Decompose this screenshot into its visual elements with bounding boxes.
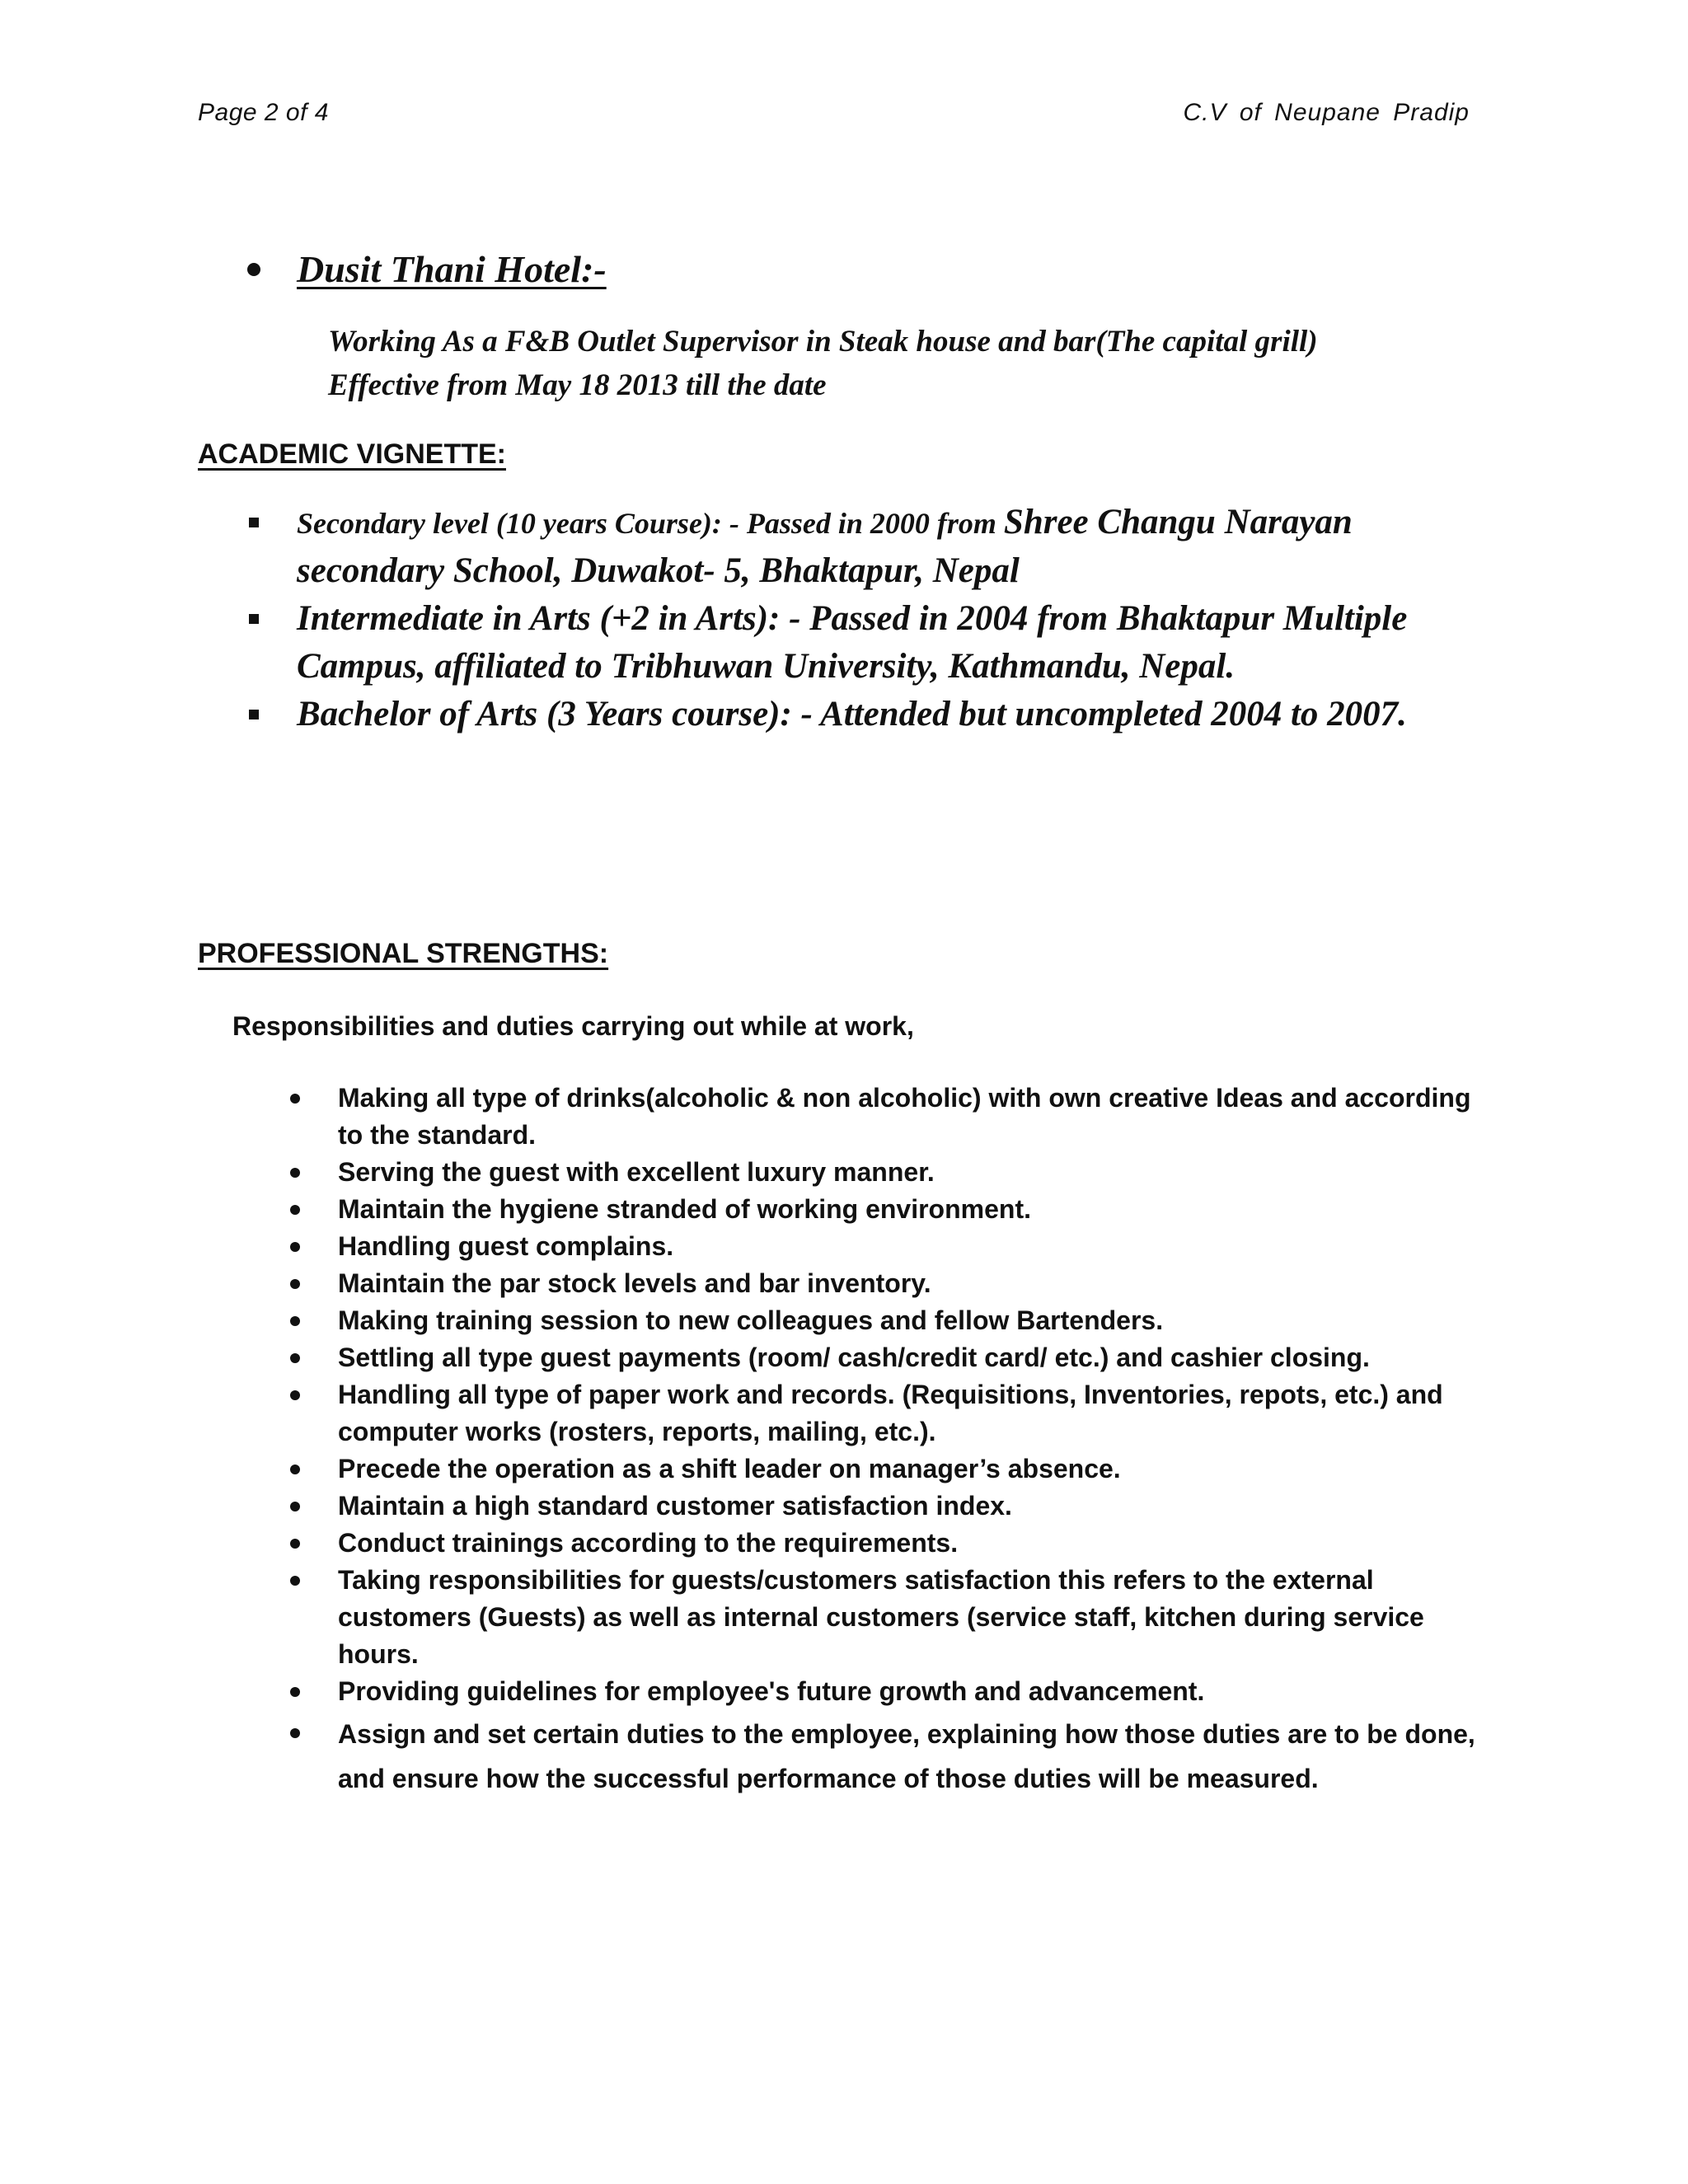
duty-item [288,1673,1475,1710]
duty-item [288,1191,1475,1228]
academic-list [247,499,1467,738]
square-bullet-icon [249,518,259,527]
duty-item [288,1265,1475,1302]
position-text: Working As a F&B Outlet Supervisor in Steak house and bar(The capital grill) [328,325,1318,359]
duty-item [288,1228,1475,1265]
bullet-icon [290,1094,300,1104]
academic-heading: ACADEMIC VIGNETTE: [198,438,506,470]
hotel-name: Dusit Thani Hotel:- [297,248,607,290]
duty-text: Assign and set certain duties to the employee, explaining how those duties are to be done, and ensure how the successful performance of those duties will be measured. [338,1719,1475,1793]
bullet-icon [290,1316,300,1326]
duty-text: Making training session to new colleagues and fellow Bartenders. [338,1305,1164,1335]
duty-text: Conduct trainings according to the requirements. [338,1528,959,1558]
bullet-icon [290,1728,300,1738]
academic-item-text: Intermediate in Arts (+2 in Arts): - Passed in 2004 from Bhaktapur Multiple Campus, affiliated to Tribhuwan University, Kathmandu, Nepal. [297,599,1408,686]
duties-list [288,1080,1475,1801]
bullet-icon [290,1279,300,1289]
academic-item-prefix: Secondary level (10 years Course): - Passed in 2000 from [297,507,1004,540]
duty-item [288,1525,1475,1562]
duty-item [288,1451,1475,1488]
duty-text: Handling guest complains. [338,1231,674,1261]
academic-item [247,691,1467,738]
bullet-icon [290,1168,300,1178]
duty-item [288,1080,1475,1154]
academic-item [247,499,1467,595]
duty-text: Maintain a high standard customer satisfaction index. [338,1491,1012,1521]
duty-text: Maintain the hygiene stranded of working environment. [338,1194,1031,1224]
bullet-icon [290,1465,300,1474]
duty-item [288,1339,1475,1376]
duty-text: Handling all type of paper work and records. (Requisitions, Inventories, repots, etc.) and computer works (rosters, reports, mailing, etc.). [338,1380,1443,1446]
duty-text: Maintain the par stock levels and bar inventory. [338,1268,931,1298]
duty-text: Precede the operation as a shift leader on manager’s absence. [338,1454,1121,1483]
duty-text: Taking responsibilities for guests/customers satisfaction this refers to the external customers (Guests) as well as internal customers (service staff, kitchen during service hours. [338,1565,1424,1669]
duty-text: Providing guidelines for employee's future growth and advancement. [338,1676,1205,1706]
duty-text: Serving the guest with excellent luxury manner. [338,1157,935,1187]
hotel-heading [247,247,607,291]
bullet-icon [290,1242,300,1252]
academic-item-text: Bachelor of Arts (3 Years course): - Attended but uncompleted 2004 to 2007. [297,695,1407,733]
cv-title: C.V of Neupane Pradip [1183,99,1470,126]
effective-date-text: Effective from May 18 2013 till the date [328,368,827,402]
strengths-intro: Responsibilities and duties carrying out while at work, [232,1011,914,1041]
bullet-icon [290,1502,300,1511]
duty-item [288,1488,1475,1525]
duty-text: Making all type of drinks(alcoholic & non alcoholic) with own creative Ideas and according to the standard. [338,1083,1471,1150]
duty-item [288,1712,1475,1801]
duty-item [288,1562,1475,1673]
strengths-heading: PROFESSIONAL STRENGTHS: [198,938,609,969]
academic-item-text: Shree Changu Narayan secondary School, Duwakot- 5, Bhaktapur, Nepal [297,503,1353,590]
bullet-icon [247,263,260,276]
bullet-icon [290,1353,300,1363]
square-bullet-icon [249,710,259,719]
duty-text: Settling all type guest payments (room/ cash/credit card/ etc.) and cashier closing. [338,1343,1370,1372]
page-number: Page 2 of 4 [198,99,329,126]
bullet-icon [290,1539,300,1549]
academic-item [247,595,1467,691]
duty-item [288,1154,1475,1191]
bullet-icon [290,1687,300,1697]
square-bullet-icon [249,614,259,624]
bullet-icon [290,1205,300,1215]
bullet-icon [290,1576,300,1586]
bullet-icon [290,1390,300,1400]
duty-item [288,1302,1475,1339]
duty-item [288,1376,1475,1451]
